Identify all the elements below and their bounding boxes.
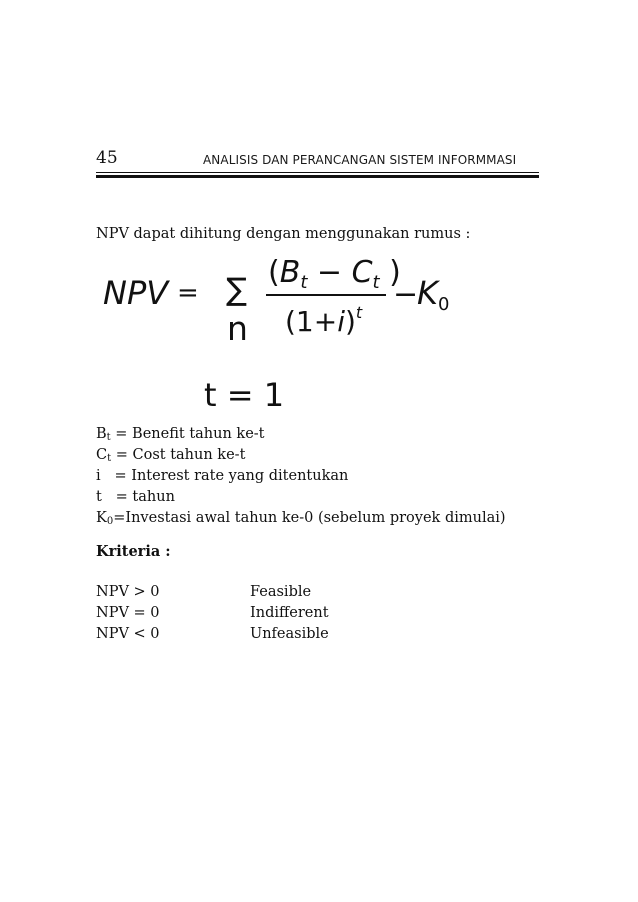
- sum-lower-limit: t = 1: [204, 376, 285, 414]
- criteria-result: Unfeasible: [250, 626, 329, 642]
- formula-equals: =: [177, 278, 199, 308]
- fraction-bar: [266, 294, 386, 296]
- formula-minus: −: [393, 277, 419, 312]
- criteria-condition: NPV > 0: [96, 584, 160, 600]
- sigma-symbol: ∑: [226, 272, 247, 308]
- definition-row: $C_t$ = Cost tahun ke-t: [96, 447, 246, 464]
- formula-numerator: ($B_t - C_t$ ): [268, 255, 401, 293]
- criteria-row: [96, 582, 396, 603]
- header-rule-thin: [96, 172, 539, 173]
- variable-definitions: [96, 424, 506, 529]
- definition-row: i = Interest rate yang ditentukan: [96, 468, 349, 484]
- criteria-result: Feasible: [250, 584, 312, 600]
- criteria-table: [96, 582, 396, 645]
- page-number: 45: [96, 148, 118, 168]
- sum-upper-limit: n: [227, 309, 248, 348]
- definition-row: $B_t$ = Benefit tahun ke-t: [96, 426, 265, 443]
- intro-text: NPV dapat dihitung dengan menggunakan rumus :: [96, 226, 471, 242]
- header-rule-thick: [96, 175, 539, 178]
- definition-row: t = tahun: [96, 489, 175, 505]
- formula-k0: $K_0$: [417, 274, 450, 315]
- definition-row: $K_0=Investasi$ awal tahun ke-0 (sebelum proyek dimulai): [96, 510, 506, 527]
- criteria-row: [96, 624, 396, 645]
- criteria-heading: Kriteria :: [96, 543, 171, 560]
- criteria-condition: NPV < 0: [96, 626, 160, 642]
- criteria-result: Indifferent: [250, 605, 329, 621]
- criteria-condition: NPV = 0: [96, 605, 160, 621]
- criteria-row: [96, 603, 396, 624]
- formula-denominator: $(1+i)^t$: [285, 303, 363, 338]
- running-title: ANALISIS DAN PERANCANGAN SISTEM INFORMMASI: [203, 153, 517, 167]
- formula-lhs: NPV: [103, 274, 169, 312]
